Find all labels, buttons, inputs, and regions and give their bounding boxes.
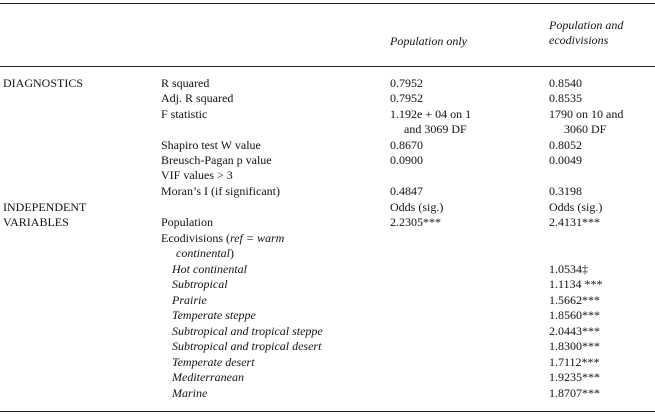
ecodivision-label: Marine — [172, 386, 208, 400]
row-value-pop: 0.7952 — [390, 91, 423, 105]
top-rule — [0, 3, 655, 4]
section-independent-variables-line1: INDEPENDENT — [3, 200, 87, 214]
ecodivision-value: 2.0443*** — [549, 324, 600, 338]
population-value-popeco: 2.4131*** — [549, 215, 600, 229]
ecodivisions-label-line2 — [176, 246, 234, 261]
row-label: F statistic — [161, 107, 208, 121]
row-value-popeco: 0.0049 — [549, 153, 582, 167]
row-value-pop: 0.0900 — [390, 153, 423, 167]
odds-header-popeco: Odds (sig.) — [549, 200, 603, 214]
row-value-popeco: 0.8540 — [549, 76, 582, 90]
row-label: Shapiro test W value — [161, 138, 261, 152]
ecodivision-label: Temperate desert — [172, 355, 255, 369]
row-label: Adj. R squared — [161, 91, 234, 105]
row-value-popeco: 0.8052 — [549, 138, 582, 152]
odds-header-pop: Odds (sig.) — [390, 200, 444, 214]
population-value-pop: 2.2305*** — [390, 215, 441, 229]
row-value-popeco: 0.8535 — [549, 91, 582, 105]
row-label: Moran’s I (if significant) — [161, 184, 280, 198]
ecodivision-label: Subtropical and tropical steppe — [172, 324, 323, 338]
ecodivisions-label-close: ) — [230, 246, 234, 260]
ecodivision-value: 1.8300*** — [549, 339, 600, 353]
ecodivision-label: Hot continental — [172, 262, 247, 276]
section-independent-variables-line2: VARIABLES — [3, 215, 69, 229]
ecodivision-value: 1.7112*** — [549, 355, 600, 369]
section-diagnostics: DIAGNOSTICS — [3, 76, 84, 90]
header-population-only: Population only — [390, 34, 467, 48]
row-value-popeco-cont: 3060 DF — [564, 122, 607, 136]
ecodivision-label: Temperate steppe — [172, 308, 256, 322]
ecodivision-label: Subtropical and tropical desert — [172, 339, 322, 353]
ecodivision-value: 1.5662*** — [549, 293, 600, 307]
row-label: R squared — [161, 76, 210, 90]
row-value-pop: 0.7952 — [390, 76, 423, 90]
ecodivision-value: 1.1134 *** — [549, 277, 603, 291]
row-value-pop: 1.192e + 04 on 1 — [390, 107, 472, 121]
ecodivisions-label — [161, 231, 284, 246]
ecodivision-label: Mediterranean — [172, 370, 244, 384]
row-label: VIF values > 3 — [161, 168, 233, 182]
ecodivisions-label-ref: ref = warm — [230, 231, 285, 245]
population-label: Population — [161, 215, 214, 229]
ecodivision-value: 1.8707*** — [549, 386, 600, 400]
ecodivision-label: Subtropical — [172, 277, 228, 291]
row-value-pop: 0.8670 — [390, 138, 423, 152]
ecodivisions-label-continental: continental — [176, 246, 230, 260]
header-population-ecodivisions-line1: Population and — [549, 18, 624, 32]
header-population-ecodivisions-line2: ecodivisions — [549, 33, 609, 47]
ecodivision-value: 1.8560*** — [549, 308, 600, 322]
ecodivision-label: Prairie — [172, 293, 207, 307]
bottom-rule — [0, 411, 655, 412]
row-value-popeco: 0.3198 — [549, 184, 582, 198]
row-value-popeco: 1790 on 10 and — [549, 107, 624, 121]
ecodivision-value: 1.9235*** — [549, 370, 600, 384]
row-value-pop: 0.4847 — [390, 184, 423, 198]
row-label: Breusch-Pagan p value — [161, 153, 272, 167]
ecodivisions-label-plain: Ecodivisions ( — [161, 231, 230, 245]
row-value-pop-cont: and 3069 DF — [404, 122, 467, 136]
ecodivision-value: 1.0534‡ — [549, 262, 588, 276]
header-rule — [0, 66, 655, 67]
